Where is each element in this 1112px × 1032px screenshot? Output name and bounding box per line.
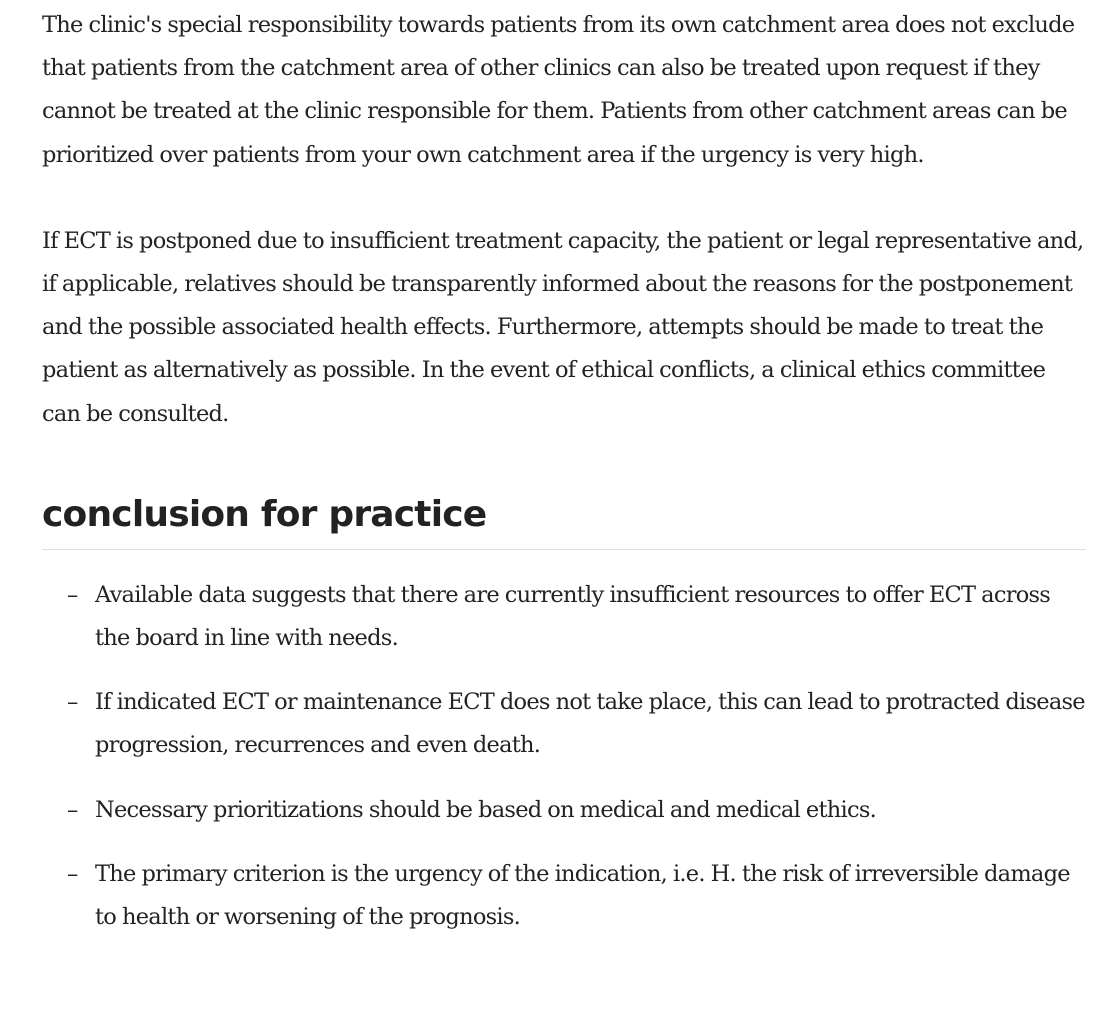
article-body — [42, 4, 1086, 960]
dash-bullet-icon: – — [67, 796, 78, 823]
section-divider — [42, 549, 1086, 550]
dash-bullet-icon: – — [67, 860, 78, 887]
dash-bullet-icon: – — [67, 581, 78, 608]
list-item — [42, 574, 1086, 660]
list-item-text: If indicated ECT or maintenance ECT does not take place, this can lead to protracted disease progression, recurrences and even death. — [95, 689, 1085, 759]
conclusion-list — [42, 574, 1086, 939]
paragraph-catchment-area: The clinic's special responsibility towards patients from its own catchment area does not exclude that patients from the catchment area of other clinics can also be treated upon request if they cannot be treated at the clinic responsible for them. Patients from other catchment areas can be prioritized over patients from your own catchment area if the urgency is very high. — [42, 12, 1075, 168]
list-item-text: Available data suggests that there are currently insufficient resources to offer ECT across the board in line with needs. — [95, 581, 1051, 652]
list-item — [42, 853, 1086, 939]
list-item — [42, 789, 1086, 832]
list-item-text: The primary criterion is the urgency of the indication, i.e. H. the risk of irreversible damage to health or worsening of the prognosis. — [95, 860, 1070, 931]
section-title-conclusion: conclusion for practice — [42, 493, 487, 535]
paragraph-ect-postponement: If ECT is postponed due to insufficient treatment capacity, the patient or legal representative and, if applicable, relatives should be transparently informed about the reasons for the postponement and the possible associated health effects. Furthermore, attempts should be made to treat the patient as alternatively as possible. In the event of ethical conflicts, a clinical ethics committee can be consulted. — [42, 227, 1084, 427]
dash-bullet-icon: – — [67, 689, 78, 716]
list-item-text: Necessary prioritizations should be based on medical and medical ethics. — [95, 796, 877, 823]
list-item — [42, 681, 1086, 767]
